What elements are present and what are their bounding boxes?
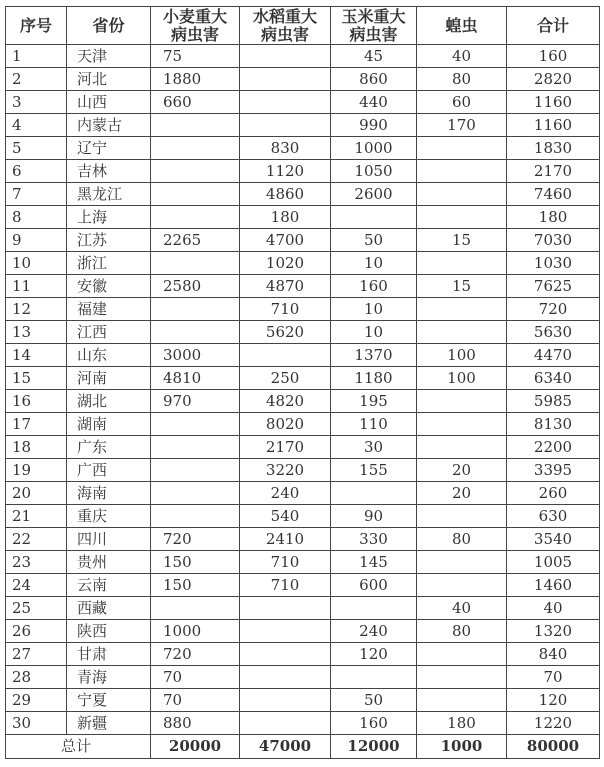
cell-total: 70 [507, 666, 600, 689]
cell-wheat [151, 160, 240, 183]
cell-seq: 27 [6, 643, 67, 666]
cell-total: 1830 [507, 137, 600, 160]
cell-wheat [151, 206, 240, 229]
cell-locust [417, 160, 507, 183]
cell-province: 河南 [67, 367, 151, 390]
header-row [6, 7, 600, 45]
table-row [6, 413, 600, 436]
cell-wheat: 660 [151, 91, 240, 114]
table-row [6, 459, 600, 482]
cell-province: 江苏 [67, 229, 151, 252]
cell-rice: 710 [240, 298, 331, 321]
table-row [6, 68, 600, 91]
cell-province: 福建 [67, 298, 151, 321]
cell-seq: 25 [6, 597, 67, 620]
cell-wheat [151, 413, 240, 436]
cell-rice [240, 68, 331, 91]
cell-rice: 710 [240, 574, 331, 597]
cell-wheat: 70 [151, 689, 240, 712]
cell-total: 180 [507, 206, 600, 229]
header-wheat-line2: 病虫害 [170, 24, 219, 44]
header-province: 省份 [67, 7, 151, 45]
cell-province: 安徽 [67, 275, 151, 298]
cell-locust [417, 298, 507, 321]
cell-province: 青海 [67, 666, 151, 689]
cell-corn: 50 [331, 229, 417, 252]
cell-locust [417, 689, 507, 712]
cell-seq: 29 [6, 689, 67, 712]
cell-total: 2170 [507, 160, 600, 183]
cell-total: 720 [507, 298, 600, 321]
cell-locust: 20 [417, 482, 507, 505]
cell-rice [240, 597, 331, 620]
cell-locust: 15 [417, 229, 507, 252]
cell-province: 重庆 [67, 505, 151, 528]
cell-province: 上海 [67, 206, 151, 229]
cell-rice: 710 [240, 551, 331, 574]
cell-province: 浙江 [67, 252, 151, 275]
cell-province: 江西 [67, 321, 151, 344]
cell-wheat [151, 252, 240, 275]
cell-rice: 1120 [240, 160, 331, 183]
cell-total: 5985 [507, 390, 600, 413]
table-row [6, 505, 600, 528]
table-container [5, 6, 600, 759]
cell-seq: 11 [6, 275, 67, 298]
cell-corn: 2600 [331, 183, 417, 206]
cell-rice: 2170 [240, 436, 331, 459]
cell-locust [417, 321, 507, 344]
cell-total: 260 [507, 482, 600, 505]
cell-total: 3540 [507, 528, 600, 551]
cell-seq: 13 [6, 321, 67, 344]
cell-province: 河北 [67, 68, 151, 91]
cell-locust [417, 252, 507, 275]
cell-rice: 250 [240, 367, 331, 390]
cell-total: 3395 [507, 459, 600, 482]
cell-province: 四川 [67, 528, 151, 551]
cell-rice: 240 [240, 482, 331, 505]
cell-corn [331, 482, 417, 505]
cell-corn: 45 [331, 45, 417, 68]
header-rice [240, 7, 331, 45]
footer-corn: 12000 [331, 735, 417, 759]
cell-wheat: 150 [151, 551, 240, 574]
cell-locust: 40 [417, 45, 507, 68]
cell-province: 广东 [67, 436, 151, 459]
cell-province: 湖北 [67, 390, 151, 413]
cell-wheat [151, 114, 240, 137]
table-body [6, 45, 600, 735]
cell-wheat [151, 137, 240, 160]
cell-province: 新疆 [67, 712, 151, 735]
cell-total: 840 [507, 643, 600, 666]
cell-corn [331, 597, 417, 620]
cell-locust [417, 206, 507, 229]
cell-total: 5630 [507, 321, 600, 344]
cell-seq: 23 [6, 551, 67, 574]
cell-corn: 10 [331, 321, 417, 344]
cell-corn: 1370 [331, 344, 417, 367]
cell-locust: 100 [417, 367, 507, 390]
cell-total: 1160 [507, 91, 600, 114]
cell-corn: 440 [331, 91, 417, 114]
cell-province: 山西 [67, 91, 151, 114]
table-row [6, 436, 600, 459]
cell-corn: 10 [331, 298, 417, 321]
header-rice-line2: 病虫害 [260, 24, 309, 44]
table-row [6, 390, 600, 413]
table-row [6, 275, 600, 298]
cell-province: 西藏 [67, 597, 151, 620]
cell-rice: 8020 [240, 413, 331, 436]
cell-wheat: 2265 [151, 229, 240, 252]
cell-corn: 160 [331, 712, 417, 735]
pest-control-table [5, 6, 600, 759]
cell-corn: 1180 [331, 367, 417, 390]
table-row [6, 689, 600, 712]
cell-total: 1460 [507, 574, 600, 597]
cell-seq: 9 [6, 229, 67, 252]
cell-corn: 50 [331, 689, 417, 712]
cell-total: 1220 [507, 712, 600, 735]
cell-locust: 40 [417, 597, 507, 620]
table-row [6, 620, 600, 643]
cell-corn: 145 [331, 551, 417, 574]
cell-rice [240, 620, 331, 643]
cell-province: 黑龙江 [67, 183, 151, 206]
table-row [6, 137, 600, 160]
cell-locust: 20 [417, 459, 507, 482]
cell-locust: 60 [417, 91, 507, 114]
cell-seq: 18 [6, 436, 67, 459]
cell-total: 7460 [507, 183, 600, 206]
cell-rice: 5620 [240, 321, 331, 344]
cell-total: 1005 [507, 551, 600, 574]
cell-total: 8130 [507, 413, 600, 436]
cell-seq: 30 [6, 712, 67, 735]
cell-seq: 12 [6, 298, 67, 321]
cell-rice: 830 [240, 137, 331, 160]
cell-wheat: 880 [151, 712, 240, 735]
table-row [6, 229, 600, 252]
cell-total: 1030 [507, 252, 600, 275]
cell-seq: 6 [6, 160, 67, 183]
cell-seq: 24 [6, 574, 67, 597]
cell-total: 7625 [507, 275, 600, 298]
footer-locust: 1000 [417, 735, 507, 759]
cell-corn: 110 [331, 413, 417, 436]
cell-province: 海南 [67, 482, 151, 505]
cell-total: 160 [507, 45, 600, 68]
footer-label: 总计 [6, 735, 151, 759]
cell-seq: 3 [6, 91, 67, 114]
table-row [6, 528, 600, 551]
cell-seq: 2 [6, 68, 67, 91]
cell-seq: 28 [6, 666, 67, 689]
cell-province: 陕西 [67, 620, 151, 643]
cell-locust [417, 505, 507, 528]
cell-rice: 180 [240, 206, 331, 229]
table-row [6, 206, 600, 229]
cell-corn: 1000 [331, 137, 417, 160]
cell-seq: 26 [6, 620, 67, 643]
cell-corn: 600 [331, 574, 417, 597]
cell-province: 山东 [67, 344, 151, 367]
table-row [6, 666, 600, 689]
cell-wheat [151, 482, 240, 505]
cell-total: 120 [507, 689, 600, 712]
table-row [6, 321, 600, 344]
cell-seq: 14 [6, 344, 67, 367]
cell-seq: 19 [6, 459, 67, 482]
cell-rice: 4860 [240, 183, 331, 206]
cell-total: 1160 [507, 114, 600, 137]
table-row [6, 551, 600, 574]
header-seq: 序号 [6, 7, 67, 45]
table-row [6, 643, 600, 666]
cell-rice: 4870 [240, 275, 331, 298]
cell-locust [417, 390, 507, 413]
cell-rice [240, 114, 331, 137]
cell-wheat: 1000 [151, 620, 240, 643]
cell-locust [417, 574, 507, 597]
cell-corn [331, 206, 417, 229]
table-row [6, 344, 600, 367]
cell-province: 贵州 [67, 551, 151, 574]
footer-rice: 47000 [240, 735, 331, 759]
table-row [6, 252, 600, 275]
cell-locust: 80 [417, 528, 507, 551]
cell-rice [240, 45, 331, 68]
cell-wheat [151, 597, 240, 620]
footer-row [6, 735, 600, 759]
cell-seq: 15 [6, 367, 67, 390]
cell-seq: 17 [6, 413, 67, 436]
cell-wheat: 4810 [151, 367, 240, 390]
cell-wheat [151, 505, 240, 528]
cell-wheat [151, 459, 240, 482]
cell-seq: 21 [6, 505, 67, 528]
cell-wheat: 720 [151, 643, 240, 666]
cell-seq: 4 [6, 114, 67, 137]
cell-seq: 7 [6, 183, 67, 206]
cell-rice: 4820 [240, 390, 331, 413]
cell-wheat [151, 436, 240, 459]
table-row [6, 45, 600, 68]
cell-seq: 5 [6, 137, 67, 160]
cell-corn: 330 [331, 528, 417, 551]
cell-total: 4470 [507, 344, 600, 367]
header-wheat [151, 7, 240, 45]
cell-total: 630 [507, 505, 600, 528]
cell-rice [240, 666, 331, 689]
header-rice-line1: 水稻重大 [252, 6, 317, 26]
cell-corn: 240 [331, 620, 417, 643]
cell-total: 2200 [507, 436, 600, 459]
cell-total: 1320 [507, 620, 600, 643]
cell-province: 内蒙古 [67, 114, 151, 137]
table-row [6, 597, 600, 620]
cell-wheat: 2580 [151, 275, 240, 298]
cell-total: 7030 [507, 229, 600, 252]
header-corn-line1: 玉米重大 [341, 6, 406, 26]
cell-rice [240, 712, 331, 735]
cell-province: 宁夏 [67, 689, 151, 712]
cell-corn: 990 [331, 114, 417, 137]
cell-rice [240, 689, 331, 712]
table-row [6, 367, 600, 390]
cell-rice [240, 344, 331, 367]
header-total: 合计 [507, 7, 600, 45]
cell-province: 辽宁 [67, 137, 151, 160]
cell-corn: 90 [331, 505, 417, 528]
cell-locust [417, 666, 507, 689]
table-row [6, 183, 600, 206]
cell-wheat: 970 [151, 390, 240, 413]
cell-province: 云南 [67, 574, 151, 597]
cell-seq: 16 [6, 390, 67, 413]
cell-wheat: 75 [151, 45, 240, 68]
cell-corn: 155 [331, 459, 417, 482]
cell-wheat [151, 183, 240, 206]
cell-corn [331, 666, 417, 689]
table-row [6, 298, 600, 321]
table-row [6, 712, 600, 735]
cell-locust: 80 [417, 620, 507, 643]
cell-locust [417, 137, 507, 160]
cell-locust: 170 [417, 114, 507, 137]
cell-rice: 540 [240, 505, 331, 528]
cell-locust: 100 [417, 344, 507, 367]
cell-province: 吉林 [67, 160, 151, 183]
cell-locust: 80 [417, 68, 507, 91]
cell-province: 湖南 [67, 413, 151, 436]
cell-province: 广西 [67, 459, 151, 482]
cell-locust: 15 [417, 275, 507, 298]
cell-total: 40 [507, 597, 600, 620]
cell-seq: 10 [6, 252, 67, 275]
cell-seq: 1 [6, 45, 67, 68]
cell-corn: 195 [331, 390, 417, 413]
cell-province: 天津 [67, 45, 151, 68]
header-locust: 蝗虫 [417, 7, 507, 45]
cell-locust [417, 413, 507, 436]
table-row [6, 160, 600, 183]
cell-rice [240, 643, 331, 666]
cell-wheat: 70 [151, 666, 240, 689]
cell-wheat [151, 321, 240, 344]
cell-rice: 3220 [240, 459, 331, 482]
cell-locust [417, 551, 507, 574]
cell-locust: 180 [417, 712, 507, 735]
header-corn [331, 7, 417, 45]
cell-wheat: 1880 [151, 68, 240, 91]
cell-wheat: 150 [151, 574, 240, 597]
cell-corn: 120 [331, 643, 417, 666]
cell-rice: 2410 [240, 528, 331, 551]
table-row [6, 91, 600, 114]
header-wheat-line1: 小麦重大 [162, 6, 227, 26]
cell-total: 6340 [507, 367, 600, 390]
cell-seq: 20 [6, 482, 67, 505]
cell-corn: 1050 [331, 160, 417, 183]
cell-province: 甘肃 [67, 643, 151, 666]
cell-locust [417, 436, 507, 459]
cell-seq: 8 [6, 206, 67, 229]
footer-wheat: 20000 [151, 735, 240, 759]
cell-wheat: 3000 [151, 344, 240, 367]
cell-total: 2820 [507, 68, 600, 91]
cell-locust [417, 643, 507, 666]
cell-corn: 860 [331, 68, 417, 91]
cell-corn: 160 [331, 275, 417, 298]
footer-total: 80000 [507, 735, 600, 759]
cell-rice [240, 91, 331, 114]
cell-wheat [151, 298, 240, 321]
cell-rice: 4700 [240, 229, 331, 252]
cell-seq: 22 [6, 528, 67, 551]
table-row [6, 114, 600, 137]
table-row [6, 574, 600, 597]
table-row [6, 482, 600, 505]
cell-locust [417, 183, 507, 206]
cell-rice: 1020 [240, 252, 331, 275]
cell-corn: 10 [331, 252, 417, 275]
cell-corn: 30 [331, 436, 417, 459]
cell-wheat: 720 [151, 528, 240, 551]
header-corn-line2: 病虫害 [349, 24, 398, 44]
